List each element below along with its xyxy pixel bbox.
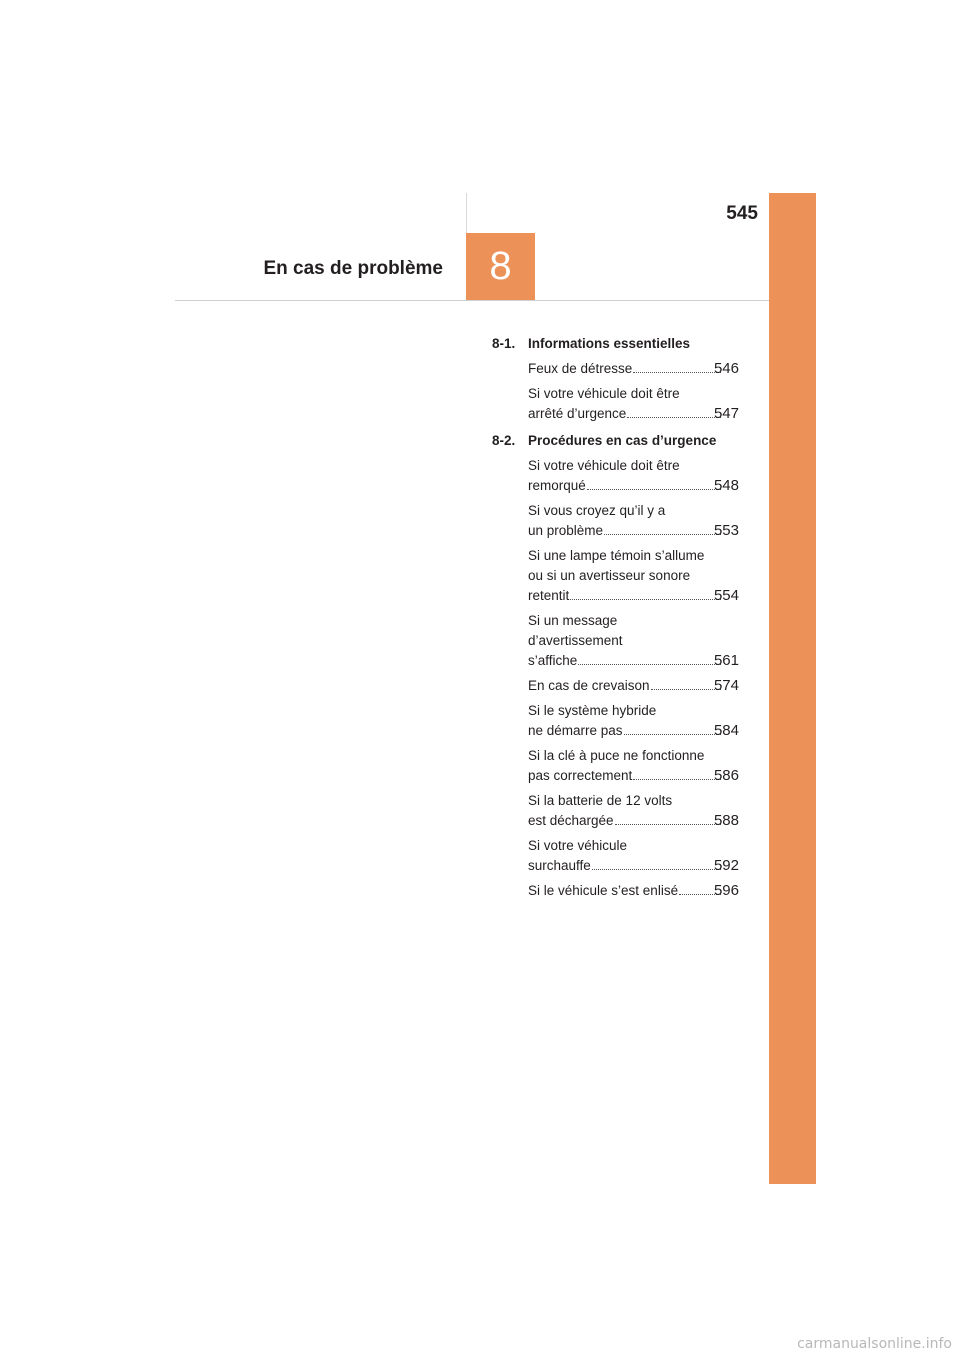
toc-entry-text: remorqué <box>528 478 586 493</box>
toc-entry-text: Si vous croyez qu’il y a <box>528 503 666 518</box>
dot-leader <box>604 534 721 535</box>
toc-section-title: Informations essentielles <box>528 336 691 351</box>
dot-leader <box>627 417 721 418</box>
toc-entry-text: Si votre véhicule <box>528 838 628 853</box>
toc-entry-text: Si le système hybride <box>528 703 657 718</box>
toc-entry-text: est déchargée <box>528 813 614 828</box>
dot-leader <box>615 824 721 825</box>
toc-entry[interactable] <box>528 384 739 424</box>
chapter-number-badge: 8 <box>466 233 535 300</box>
toc-entry-page: 588 <box>713 812 739 829</box>
toc-entry-text: Si un message <box>528 613 618 628</box>
toc-entry-text: pas correctement <box>528 768 633 783</box>
toc-entry[interactable] <box>528 701 739 741</box>
toc-section-heading[interactable] <box>492 334 739 354</box>
toc-entry-page: 574 <box>713 677 739 694</box>
toc-entry[interactable] <box>528 456 739 496</box>
toc-entry[interactable] <box>528 676 739 696</box>
section-title: En cas de problème <box>263 258 443 279</box>
toc-entry-page: 561 <box>713 652 739 669</box>
toc-entry[interactable] <box>528 611 739 671</box>
toc-entry[interactable] <box>528 359 739 379</box>
toc-entry-text: En cas de crevaison <box>528 678 650 693</box>
toc-entry-text: Si votre véhicule doit être <box>528 386 680 401</box>
toc-entry-page: 586 <box>713 767 739 784</box>
toc-entry-text: ou si un avertisseur sonore <box>528 568 691 583</box>
toc-entry-text: Si le véhicule s’est enlisé <box>528 883 679 898</box>
toc-entry-text: retentit <box>528 588 570 603</box>
toc-entry[interactable] <box>528 546 739 606</box>
toc-entry-text: s’affiche <box>528 653 578 668</box>
toc-entry-text: d’avertissement <box>528 633 623 648</box>
toc-entry-text: Si une lampe témoin s’allume <box>528 548 705 563</box>
toc-entry-text: Si la batterie de 12 volts <box>528 793 673 808</box>
page-number: 545 <box>726 203 758 224</box>
dot-leader <box>570 599 721 600</box>
table-of-contents <box>492 334 739 908</box>
toc-entry-text: Feux de détresse <box>528 361 633 376</box>
dot-leader <box>624 734 721 735</box>
toc-entry-text: un problème <box>528 523 604 538</box>
toc-section-number: 8-2. <box>492 433 516 448</box>
dot-leader <box>633 372 721 373</box>
toc-entry-text: Si votre véhicule doit être <box>528 458 680 473</box>
watermark: carmanualsonline.info <box>797 1336 952 1352</box>
toc-entry-page: 592 <box>713 857 739 874</box>
toc-section-number: 8-1. <box>492 336 516 351</box>
dot-leader <box>578 664 721 665</box>
dot-leader <box>633 779 721 780</box>
toc-entry-text: ne démarre pas <box>528 723 623 738</box>
chapter-side-tab <box>769 193 816 1184</box>
header-divider-horizontal <box>175 300 769 301</box>
toc-section-heading[interactable] <box>492 431 739 451</box>
toc-section <box>492 431 739 901</box>
toc-entry-text: arrêté d’urgence <box>528 406 627 421</box>
toc-entry-page: 584 <box>713 722 739 739</box>
toc-entry-page: 554 <box>713 587 739 604</box>
toc-entry-page: 548 <box>713 477 739 494</box>
toc-entry-page: 547 <box>713 405 739 422</box>
dot-leader <box>587 489 721 490</box>
dot-leader <box>651 689 721 690</box>
toc-entry-text: surchauffe <box>528 858 591 873</box>
toc-entry[interactable] <box>528 791 739 831</box>
toc-section-title: Procédures en cas d’urgence <box>528 433 717 448</box>
toc-entry[interactable] <box>528 881 739 901</box>
toc-entry[interactable] <box>528 501 739 541</box>
toc-entry[interactable] <box>528 836 739 876</box>
toc-section <box>492 334 739 424</box>
toc-entry-text: Si la clé à puce ne fonctionne <box>528 748 705 763</box>
toc-entry-page: 546 <box>713 360 739 377</box>
toc-entry-page: 553 <box>713 522 739 539</box>
dot-leader <box>592 869 721 870</box>
toc-entry-page: 596 <box>713 882 739 899</box>
toc-entry[interactable] <box>528 746 739 786</box>
